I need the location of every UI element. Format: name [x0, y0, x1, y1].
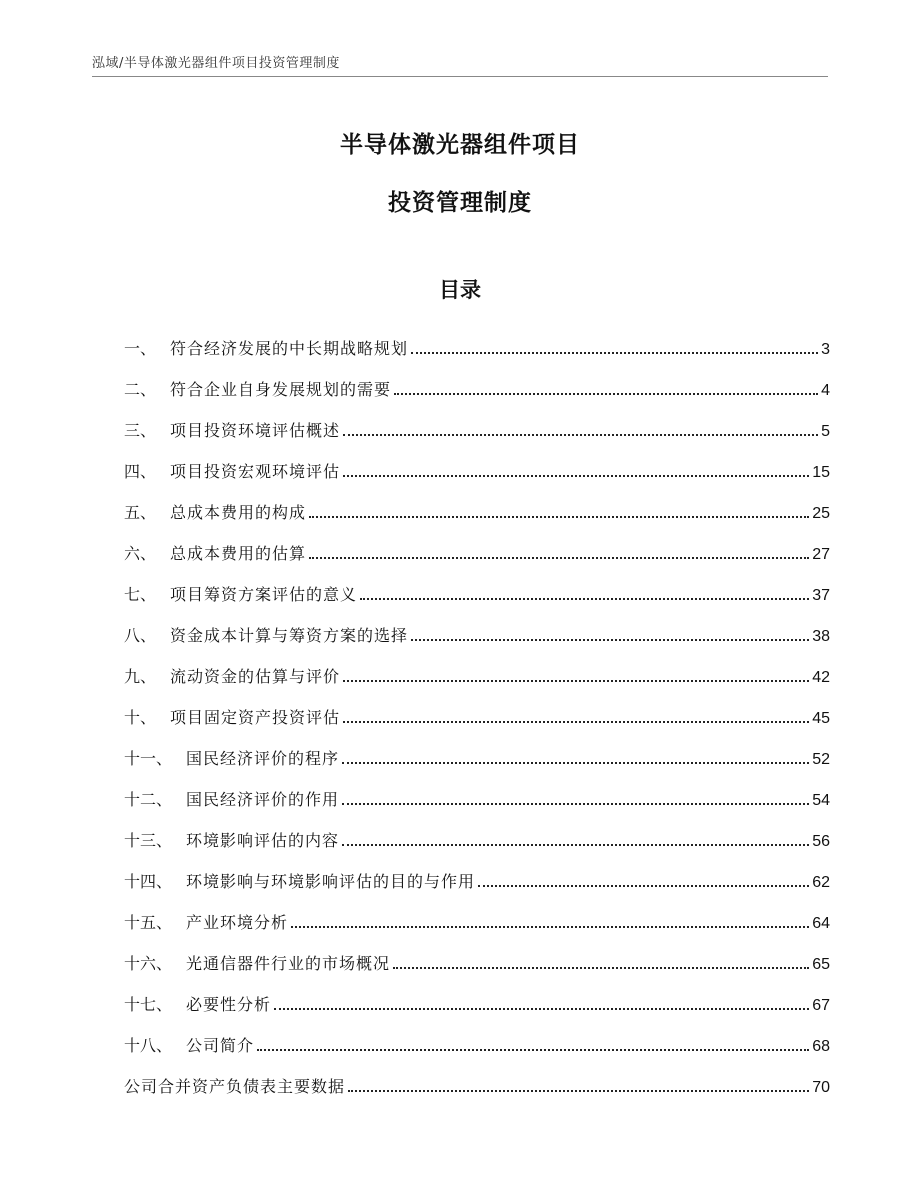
toc-entry-label: 产业环境分析 [186, 913, 289, 932]
toc-entry-number: 十、 [124, 708, 157, 727]
toc-dot-leader [411, 352, 818, 354]
toc-dot-leader [343, 434, 818, 436]
toc-entry-page: 45 [812, 710, 830, 727]
toc-dot-leader [393, 967, 809, 969]
toc-entry-number: 十一、 [124, 749, 173, 768]
toc-dot-leader [348, 1090, 809, 1092]
toc-entry[interactable] [124, 1015, 830, 1056]
toc-entry-page: 3 [821, 341, 830, 358]
toc-entry-page: 37 [812, 587, 830, 604]
toc-entry[interactable] [124, 728, 830, 769]
toc-dot-leader [274, 1008, 809, 1010]
toc-dot-leader [343, 475, 809, 477]
toc-dot-leader [342, 762, 809, 764]
toc-entry-page: 38 [812, 628, 830, 645]
toc-entry-number: 六、 [124, 544, 157, 563]
toc-entry[interactable] [124, 974, 830, 1015]
toc-entry-label: 项目固定资产投资评估 [170, 708, 341, 727]
toc-entry-page: 54 [812, 792, 830, 809]
toc-entry[interactable] [124, 318, 830, 359]
toc-entry-label: 公司简介 [186, 1036, 255, 1055]
toc-heading: 目录 [439, 278, 481, 302]
toc-entry-page: 67 [812, 997, 830, 1014]
toc-entry[interactable] [124, 400, 830, 441]
toc-dot-leader [257, 1049, 809, 1051]
toc-entry-label: 项目投资宏观环境评估 [170, 462, 341, 481]
toc-dot-leader [360, 598, 809, 600]
toc-entry[interactable] [124, 851, 830, 892]
toc-entry-label: 环境影响评估的内容 [186, 831, 340, 850]
toc-entry-label: 国民经济评价的作用 [186, 790, 340, 809]
toc-entry-number: 十七、 [124, 995, 173, 1014]
toc-entry-page: 52 [812, 751, 830, 768]
toc-entry-number: 五、 [124, 503, 157, 522]
toc-entry-label: 光通信器件行业的市场概况 [186, 954, 391, 973]
document-title-line-2: 投资管理制度 [388, 190, 532, 216]
toc-entry-number: 二、 [124, 380, 157, 399]
toc-entry[interactable] [124, 687, 830, 728]
toc-entry-page: 4 [821, 382, 830, 399]
toc-entry[interactable] [124, 1056, 830, 1097]
toc-dot-leader [411, 639, 809, 641]
toc-entry[interactable] [124, 646, 830, 687]
toc-entry-page: 65 [812, 956, 830, 973]
running-header: 泓域/半导体激光器组件项目投资管理制度 [92, 56, 340, 71]
toc-entry-page: 64 [812, 915, 830, 932]
toc-dot-leader [342, 844, 809, 846]
toc-entry-page: 56 [812, 833, 830, 850]
toc-dot-leader [309, 557, 809, 559]
toc-entry-page: 15 [812, 464, 830, 481]
toc-entry-number: 四、 [124, 462, 157, 481]
toc-entry-label: 总成本费用的构成 [170, 503, 307, 522]
toc-entry[interactable] [124, 482, 830, 523]
toc-entry-label: 符合企业自身发展规划的需要 [170, 380, 392, 399]
toc-entry[interactable] [124, 810, 830, 851]
toc-dot-leader [478, 885, 809, 887]
toc-dot-leader [343, 721, 809, 723]
header-rule [92, 76, 828, 77]
toc-entry-label: 国民经济评价的程序 [186, 749, 340, 768]
toc-entry[interactable] [124, 441, 830, 482]
toc-entry-label: 符合经济发展的中长期战略规划 [170, 339, 409, 358]
toc-entry-page: 70 [812, 1079, 830, 1096]
toc-entry-page: 5 [821, 423, 830, 440]
toc-entry-number: 八、 [124, 626, 157, 645]
toc-entry-label: 资金成本计算与筹资方案的选择 [170, 626, 409, 645]
toc-entry-page: 25 [812, 505, 830, 522]
toc-entry[interactable] [124, 769, 830, 810]
toc-entry-page: 62 [812, 874, 830, 891]
toc-entry[interactable] [124, 523, 830, 564]
toc-dot-leader [342, 803, 809, 805]
toc-entry-page: 42 [812, 669, 830, 686]
toc-entry[interactable] [124, 605, 830, 646]
toc-entry[interactable] [124, 933, 830, 974]
toc-entry-label: 必要性分析 [186, 995, 272, 1014]
toc-entry-label: 总成本费用的估算 [170, 544, 307, 563]
toc-entry[interactable] [124, 359, 830, 400]
toc-entry-number: 十六、 [124, 954, 173, 973]
toc-entry-label: 流动资金的估算与评价 [170, 667, 341, 686]
toc-entry-number: 十二、 [124, 790, 173, 809]
toc-dot-leader [291, 926, 809, 928]
table-of-contents [124, 318, 830, 1097]
toc-dot-leader [309, 516, 809, 518]
toc-dot-leader [394, 393, 818, 395]
toc-entry-label: 公司合并资产负债表主要数据 [124, 1077, 346, 1096]
toc-entry-page: 27 [812, 546, 830, 563]
toc-entry-number: 十四、 [124, 872, 173, 891]
document-title-line-1: 半导体激光器组件项目 [340, 132, 580, 158]
toc-entry-label: 项目投资环境评估概述 [170, 421, 341, 440]
toc-entry-number: 十三、 [124, 831, 173, 850]
toc-entry-label: 环境影响与环境影响评估的目的与作用 [186, 872, 476, 891]
toc-entry[interactable] [124, 564, 830, 605]
toc-entry-page: 68 [812, 1038, 830, 1055]
toc-entry-label: 项目筹资方案评估的意义 [170, 585, 358, 604]
toc-entry-number: 十五、 [124, 913, 173, 932]
toc-entry-number: 七、 [124, 585, 157, 604]
toc-entry[interactable] [124, 892, 830, 933]
toc-dot-leader [343, 680, 809, 682]
toc-entry-number: 一、 [124, 339, 157, 358]
toc-entry-number: 九、 [124, 667, 157, 686]
toc-entry-number: 十八、 [124, 1036, 173, 1055]
toc-entry-number: 三、 [124, 421, 157, 440]
